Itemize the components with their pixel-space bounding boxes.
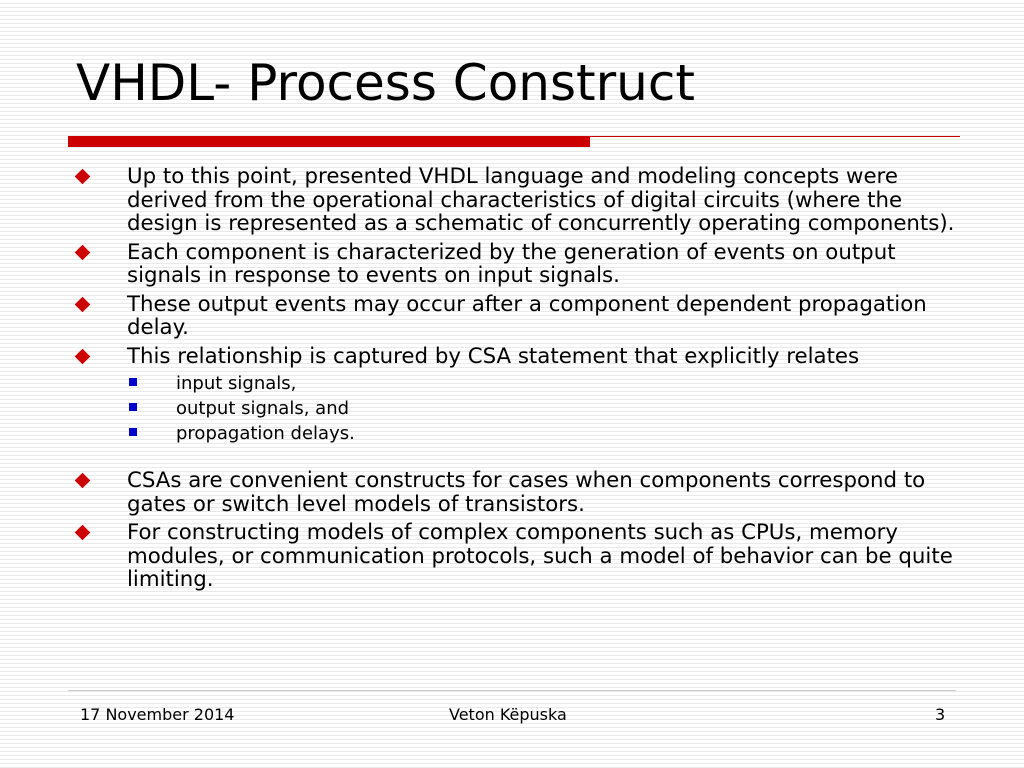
footer-page-number: 3 <box>935 705 946 724</box>
slide-title: VHDL- Process Construct <box>76 54 695 112</box>
bullet-text: These output events may occur after a component dependent propagation delay. <box>127 291 927 340</box>
bullet-text: CSAs are convenient constructs for cases when components correspond to gates or switch level models of transistors. <box>127 468 926 517</box>
bullet-item <box>76 345 956 369</box>
bullet-item <box>76 241 956 288</box>
sub-bullet-text: input signals, <box>176 373 297 394</box>
slide-content <box>76 165 956 597</box>
sub-bullet-text: propagation delays. <box>176 423 355 444</box>
spacer <box>76 448 956 469</box>
bullet-text: Each component is characterized by the generation of events on output signals in response to events on input signals. <box>127 239 896 288</box>
title-underline-thick <box>68 136 590 147</box>
red-diamond-bullet-icon <box>75 296 91 312</box>
footer-divider <box>68 690 956 691</box>
sub-bullet-item <box>76 423 956 444</box>
footer-date: 17 November 2014 <box>80 705 235 724</box>
red-diamond-bullet-icon <box>75 473 91 489</box>
sub-bullet-item <box>76 373 956 394</box>
red-diamond-bullet-icon <box>75 169 91 185</box>
bullet-text: For constructing models of complex components such as CPUs, memory modules, or communication protocols, such a model of behavior can be quite limiting. <box>127 520 953 592</box>
red-diamond-bullet-icon <box>75 525 91 541</box>
red-diamond-bullet-icon <box>75 348 91 364</box>
title-underline-thin <box>590 136 960 137</box>
bullet-item <box>76 469 956 516</box>
bullet-item <box>76 293 956 340</box>
bullet-item <box>76 165 956 236</box>
blue-square-bullet-icon <box>129 378 137 386</box>
sub-bullet-text: output signals, and <box>176 398 350 419</box>
red-diamond-bullet-icon <box>75 244 91 260</box>
bullet-text: This relationship is captured by CSA statement that explicitly relates <box>127 343 860 369</box>
bullet-item <box>76 521 956 592</box>
blue-square-bullet-icon <box>129 403 137 411</box>
bullet-text: Up to this point, presented VHDL language and modeling concepts were derived from the operational characteristics of digital circuits (where the design is represented as a schematic of concurrently operating components). <box>127 164 955 236</box>
footer-author: Veton Këpuska <box>449 705 567 724</box>
blue-square-bullet-icon <box>129 428 137 436</box>
sub-bullet-item <box>76 398 956 419</box>
